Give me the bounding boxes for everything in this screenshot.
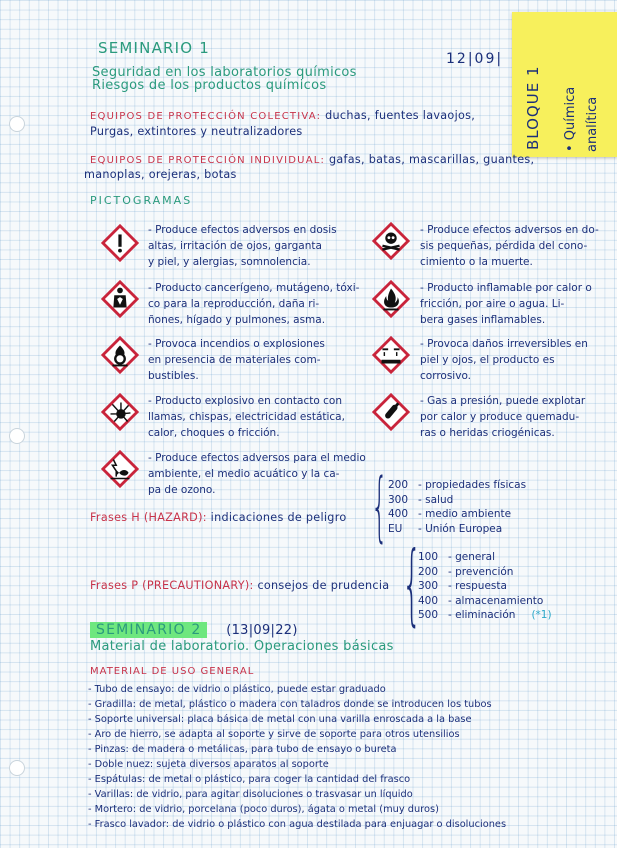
seminario2-title: SEMINARIO 2: [90, 622, 207, 638]
frases-h-item: 400 - medio ambiente: [388, 508, 512, 521]
individual-text-1: gafas, batas, mascarillas, guantes,: [328, 153, 535, 166]
frases-p-item: 400 - almacenamiento: [418, 594, 544, 607]
pictogram-description: - Producto cancerígeno, mutágeno, tóxi- co para la reproducción, daña ri- ñones, hígado y pulmones, asma.: [148, 282, 360, 326]
frases-p-item: 500 - eliminación (*1): [418, 609, 552, 622]
individual-label: EQUIPOS DE PROTECCIÓN INDIVIDUAL:: [90, 155, 326, 166]
seminario1-subtitle-1: Seguridad en los laboratorios químicos: [92, 65, 357, 80]
sticky-topic: • Química analítica: [563, 86, 600, 152]
individual-line-1: [90, 154, 534, 166]
frases-h-item: EU - Unión Europea: [388, 522, 503, 535]
pictogram-description: - Provoca incendios o explosiones en presencia de materiales com- bustibles.: [148, 338, 325, 382]
sticky-bloque: BLOQUE 1: [524, 65, 542, 150]
environment-icon: [101, 450, 139, 488]
frases-p-list: [418, 550, 552, 623]
frases-p-brace: {: [402, 532, 422, 635]
material-item: - Aro de hierro, se adapta al soporte y sirve de soporte para otros utensilios: [88, 729, 460, 740]
exclamation-icon: [101, 224, 139, 262]
material-heading: MATERIAL DE USO GENERAL: [90, 666, 255, 677]
seminario2-subtitle: Material de laboratorio. Operaciones básicas: [90, 639, 394, 654]
frases-h-item: 300 - salud: [388, 493, 454, 506]
colectiva-label: EQUIPOS DE PROTECCIÓN COLECTIVA:: [90, 111, 322, 122]
material-item: - Espátulas: de metal o plástico, para coger la cantidad del frasco: [88, 774, 411, 785]
frases-h-brace: {: [371, 461, 388, 550]
binder-hole: [9, 428, 25, 444]
pictogram-description: - Produce efectos adversos en do- sis pequeñas, pérdida del cono- cimiento o la muerte.: [420, 224, 599, 268]
frases-p-text: consejos de prudencia: [257, 579, 390, 592]
frases-p-item: 300 - respuesta: [418, 580, 507, 593]
material-item: - Doble nuez: sujeta diversos aparatos al soporte: [88, 759, 329, 770]
frases-h-list: [388, 478, 526, 536]
material-item: - Tubo de ensayo: de vidrio o plástico, puede estar graduado: [88, 684, 386, 695]
material-item: - Pinzas: de madera o metálicas, para tubo de ensayo o bureta: [88, 744, 397, 755]
exploding-bomb-icon: [101, 393, 139, 431]
pictogram-description: - Producto inflamable por calor o fricción, por aire o agua. Li- bera gases inflamables.: [420, 282, 592, 326]
seminario2-date: (13|09|22): [226, 623, 298, 638]
material-item: - Varillas: de vidrio, para agitar disoluciones o trasvasar un líquido: [88, 789, 413, 800]
frases-h-item: 200 - propiedades físicas: [388, 479, 527, 491]
pictogram-description: - Producto explosivo en contacto con llamas, chispas, electricidad estática, calor, choques o fricción.: [148, 395, 345, 439]
gas-cylinder-icon: [372, 393, 410, 431]
frases-p-line: [90, 580, 389, 592]
corrosion-icon: [372, 336, 410, 374]
material-item: - Soporte universal: placa básica de metal con una varilla enroscada a la base: [88, 714, 472, 725]
binder-hole: [9, 760, 25, 776]
health-hazard-icon: [101, 280, 139, 318]
frases-h-label: Frases H (HAZARD):: [90, 511, 207, 524]
binder-hole: [9, 116, 25, 132]
frases-p-item: 100 - general: [418, 551, 496, 563]
flame-icon: [372, 280, 410, 318]
individual-text-2: manoplas, orejeras, botas: [84, 168, 237, 181]
frases-h-text: indicaciones de peligro: [210, 511, 347, 524]
seminario1-date: 12|09|: [446, 51, 504, 67]
material-item: - Mortero: de vidrio, porcelana (poco duros), ágata o metal (muy duros): [88, 804, 439, 815]
pictogram-description: - Gas a presión, puede explotar por calor y produce quemadu- ras o heridas criogénicas.: [420, 395, 586, 439]
colectiva-line-1: [90, 110, 475, 122]
pictogram-description: - Provoca daños irreversibles en piel y ojos, el producto es corrosivo.: [420, 338, 588, 382]
frases-p-note: (*1): [531, 609, 552, 622]
material-item: - Gradilla: de metal, plástico o madera con taladros donde se introducen los tubos: [88, 699, 492, 710]
colectiva-text-1: duchas, fuentes lavaojos,: [325, 109, 476, 122]
flame-over-circle-icon: [101, 336, 139, 374]
pictogram-description: - Produce efectos adversos en dosis altas, irritación de ojos, garganta y piel, y alergias, somnolencia.: [148, 224, 337, 268]
frases-p-item: 200 - prevención: [418, 565, 514, 578]
pictogram-description: - Produce efectos adversos para el medio ambiente, el medio acuático y la ca- pa de ozono.: [148, 452, 366, 496]
colectiva-text-2: Purgas, extintores y neutralizadores: [90, 125, 303, 138]
sticky-note: [512, 12, 617, 157]
pictogramas-heading: PICTOGRAMAS: [90, 194, 193, 207]
skull-icon: [372, 222, 410, 260]
seminario1-title: SEMINARIO 1: [98, 39, 211, 57]
material-list: [88, 682, 608, 832]
seminario1-subtitle-2: Riesgos de los productos químicos: [92, 78, 327, 93]
frases-h-line: [90, 512, 347, 524]
frases-p-label: Frases P (PRECAUTIONARY):: [90, 579, 254, 592]
material-item: - Frasco lavador: de vidrio o plástico con agua destilada para enjuagar o disoluciones: [88, 819, 507, 830]
seminario2-header: [90, 623, 298, 638]
